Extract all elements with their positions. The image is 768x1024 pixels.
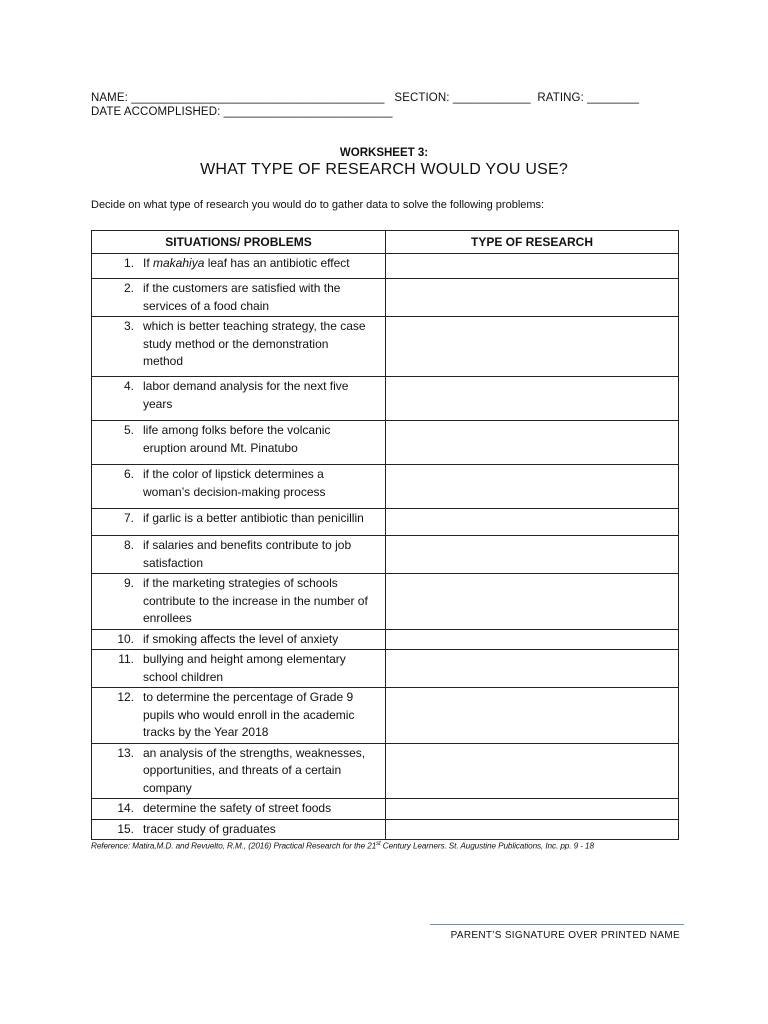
situation-text — [134, 255, 381, 273]
situation-text — [134, 280, 381, 315]
table-row — [92, 254, 679, 279]
situation-text-line: if salaries and benefits contribute to job — [143, 538, 352, 552]
situation-text-line: if the marketing strategies of schools — [143, 576, 338, 590]
situation-text-line: school children — [143, 669, 224, 684]
situation-text — [134, 689, 381, 742]
situation-cell — [92, 377, 386, 421]
situation-text-line: tracer study of graduates — [143, 821, 276, 836]
table-row — [92, 819, 679, 840]
table-row — [92, 536, 679, 574]
situation-cell — [92, 650, 386, 688]
situation-item — [92, 537, 381, 572]
table-row — [92, 279, 679, 317]
situation-text-line: study method or the demonstration — [143, 336, 329, 351]
situation-text — [134, 537, 381, 572]
situation-text — [134, 800, 381, 818]
situation-cell — [92, 629, 386, 650]
situation-text-line: life among folks before the volcanic — [143, 423, 331, 437]
type-of-research-answer-cell[interactable] — [386, 421, 679, 465]
type-of-research-answer-cell[interactable] — [386, 254, 679, 279]
situation-item — [92, 651, 381, 686]
situation-text — [134, 318, 381, 371]
table-row — [92, 799, 679, 820]
situation-number: 11. — [118, 652, 134, 666]
table-row — [92, 509, 679, 536]
situation-number: 3. — [123, 319, 134, 333]
situation-number: 13. — [117, 745, 134, 760]
situation-text — [134, 422, 381, 457]
situation-cell — [92, 743, 386, 799]
reference-text-b: Century Learners. St. Augustine Publications, Inc. pp. 9 - 18 — [380, 841, 594, 851]
situation-number: 10. — [117, 631, 134, 646]
type-of-research-answer-cell[interactable] — [386, 743, 679, 799]
table-row — [92, 688, 679, 744]
type-of-research-answer-cell[interactable] — [386, 317, 679, 377]
table-row — [92, 650, 679, 688]
situation-cell — [92, 536, 386, 574]
situation-item — [92, 318, 381, 371]
table-row — [92, 629, 679, 650]
situation-text-line: determine the safety of street foods — [143, 801, 332, 815]
type-of-research-answer-cell[interactable] — [386, 574, 679, 630]
situation-cell — [92, 254, 386, 279]
situation-item — [92, 510, 381, 528]
situation-number: 9. — [123, 576, 134, 590]
table-row — [92, 743, 679, 799]
situation-item — [92, 422, 381, 457]
situation-item — [92, 821, 381, 839]
situation-number: 1. — [123, 256, 134, 270]
name-section-rating-line: NAME: _______________________________________ SECTION: ____________ RATING: ________ — [91, 92, 640, 104]
situation-text — [134, 821, 381, 839]
situation-cell — [92, 279, 386, 317]
type-of-research-answer-cell[interactable] — [386, 650, 679, 688]
situation-number: 5. — [123, 423, 134, 437]
worksheet-label: WORKSHEET 3: — [339, 147, 429, 159]
situation-text-line: if the customers are satisfied with the — [143, 281, 341, 295]
situation-text-line: to determine the percentage of Grade 9 — [143, 690, 354, 704]
situation-number: 2. — [123, 281, 134, 295]
table-row — [92, 377, 679, 421]
situation-text — [134, 575, 381, 628]
situation-text-line: bullying and height among elementary — [143, 652, 346, 666]
situation-item — [92, 800, 381, 818]
date-accomplished-line: DATE ACCOMPLISHED: __________________________ — [91, 106, 393, 118]
type-of-research-answer-cell[interactable] — [386, 629, 679, 650]
situation-number: 12. — [117, 690, 134, 704]
type-of-research-answer-cell[interactable] — [386, 536, 679, 574]
situation-text-line: woman’s decision-making process — [143, 484, 326, 499]
situation-cell — [92, 799, 386, 820]
type-of-research-answer-cell[interactable] — [386, 465, 679, 509]
situation-text-line: opportunities, and threats of a certain — [143, 763, 342, 777]
research-table — [91, 230, 679, 840]
situation-item — [92, 466, 381, 501]
table-row — [92, 574, 679, 630]
type-of-research-answer-cell[interactable] — [386, 279, 679, 317]
column-header-type-of-research: TYPE OF RESEARCH — [386, 231, 679, 254]
situation-item — [92, 631, 381, 649]
situation-text-line: if garlic is a better antibiotic than penicillin — [143, 511, 364, 525]
situation-text-line: If makahiya leaf has an antibiotic effect — [143, 256, 350, 270]
signature-line — [430, 924, 684, 925]
situation-item — [92, 255, 381, 273]
instructions: Decide on what type of research you would do to gather data to solve the following problems: — [91, 199, 545, 211]
situation-text-line: method — [143, 354, 184, 368]
reference-citation — [91, 841, 594, 851]
situation-text — [134, 378, 381, 413]
situation-cell — [92, 509, 386, 536]
situation-number: 6. — [123, 467, 134, 481]
situation-cell — [92, 819, 386, 840]
worksheet-title: WHAT TYPE OF RESEARCH WOULD YOU USE? — [200, 161, 568, 178]
situation-text-line: contribute to the increase in the number of — [143, 593, 368, 608]
type-of-research-answer-cell[interactable] — [386, 799, 679, 820]
situation-text-line: if the color of lipstick determines a — [143, 467, 324, 481]
type-of-research-answer-cell[interactable] — [386, 377, 679, 421]
situation-text-line: an analysis of the strengths, weaknesses, — [143, 745, 366, 760]
situation-text-line: years — [143, 396, 173, 411]
situation-number: 4. — [123, 379, 134, 393]
emphasized-term: makahiya — [153, 256, 205, 270]
situation-text-line: satisfaction — [143, 555, 204, 570]
situation-text-line: which is better teaching strategy, the case — [143, 319, 366, 333]
situation-number: 7. — [123, 511, 134, 525]
type-of-research-answer-cell[interactable] — [386, 509, 679, 536]
situation-cell — [92, 688, 386, 744]
situation-text-line: labor demand analysis for the next five — [143, 379, 349, 393]
situation-text-line: pupils who would enroll in the academic — [143, 707, 355, 722]
situation-cell — [92, 317, 386, 377]
table-row — [92, 421, 679, 465]
situation-text-line: company — [143, 780, 192, 795]
reference-text-a: Reference: Matira,M.D. and Revuelto, R.M., (2016) Practical Research for the 21 — [91, 841, 377, 851]
signature-label: PARENT’S SIGNATURE OVER PRINTED NAME — [450, 930, 680, 941]
situation-number: 8. — [123, 538, 134, 552]
situation-item — [92, 280, 381, 315]
situation-item — [92, 689, 381, 742]
situation-text-line: if smoking affects the level of anxiety — [143, 631, 339, 646]
situation-number: 14. — [117, 801, 134, 815]
reference-superscript: st — [376, 841, 381, 847]
situation-cell — [92, 465, 386, 509]
column-header-situations: SITUATIONS/ PROBLEMS — [92, 231, 386, 254]
situation-item — [92, 575, 381, 628]
table-row — [92, 465, 679, 509]
table-row — [92, 317, 679, 377]
type-of-research-answer-cell[interactable] — [386, 819, 679, 840]
situation-text-line: tracks by the Year 2018 — [143, 725, 269, 739]
situation-text-line: eruption around Mt. Pinatubo — [143, 440, 298, 455]
situation-cell — [92, 574, 386, 630]
situation-text-line: enrollees — [143, 611, 192, 625]
situation-text-line: services of a food chain — [143, 298, 270, 313]
type-of-research-answer-cell[interactable] — [386, 688, 679, 744]
situation-text — [134, 510, 381, 528]
situation-text — [134, 631, 381, 649]
situation-text — [134, 466, 381, 501]
situation-cell — [92, 421, 386, 465]
situation-item — [92, 745, 381, 798]
situation-text — [134, 651, 381, 686]
situation-number: 15. — [117, 821, 134, 836]
table-header-row — [92, 231, 679, 254]
situation-item — [92, 378, 381, 413]
situation-text — [134, 745, 381, 798]
